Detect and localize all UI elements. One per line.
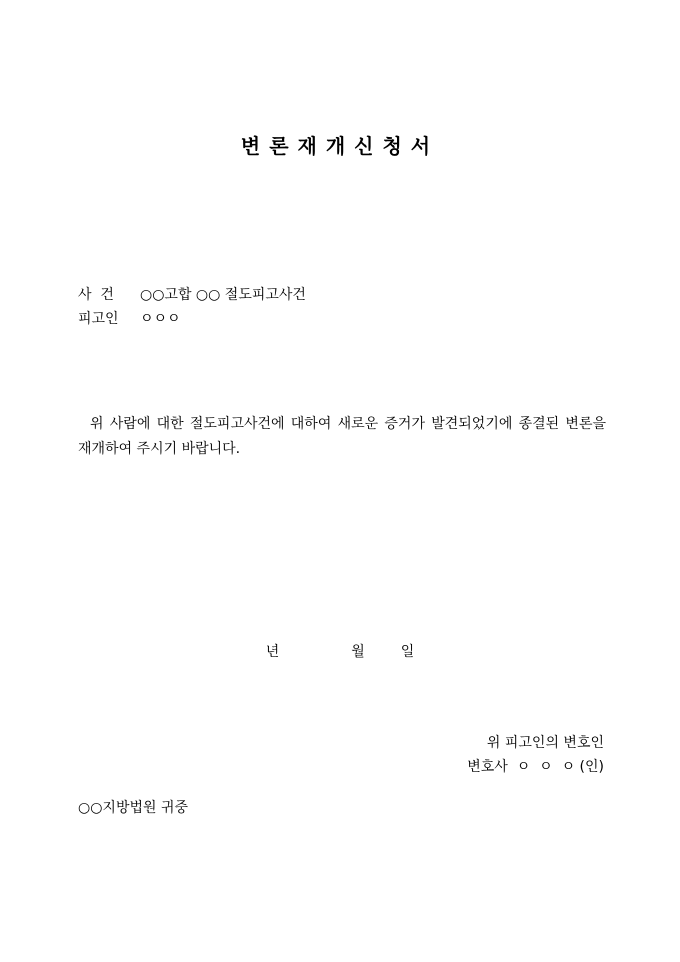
signature-line-2: 변호사 ㅇ ㅇ ㅇ (인) [467, 759, 604, 775]
date-line [0, 641, 680, 661]
defendant-row [78, 307, 306, 331]
defendant-label: 피고인 [78, 311, 119, 327]
case-label: 사 건 [78, 287, 114, 303]
document-title: 변론재개신청서 [240, 134, 440, 158]
defendant-value: ㅇㅇㅇ [140, 311, 181, 327]
request-body: 위 사람에 대한 절도피고사건에 대하여 새로운 증거가 발견되었기에 종결된 변론을 재개하여 주시기 바랍니다. [78, 416, 606, 457]
day-label: 일 [400, 644, 415, 660]
month-label: 월 [351, 644, 365, 660]
signature-block [467, 731, 604, 779]
year-label: 년 [265, 644, 280, 660]
case-row [78, 283, 306, 307]
signature-line-1: 위 피고인의 변호인 [486, 735, 604, 751]
court-addressee: ○○지방법원 귀중 [78, 800, 189, 816]
case-value: ○○고합 ○○ 절도피고사건 [140, 287, 306, 303]
case-info [78, 283, 306, 331]
